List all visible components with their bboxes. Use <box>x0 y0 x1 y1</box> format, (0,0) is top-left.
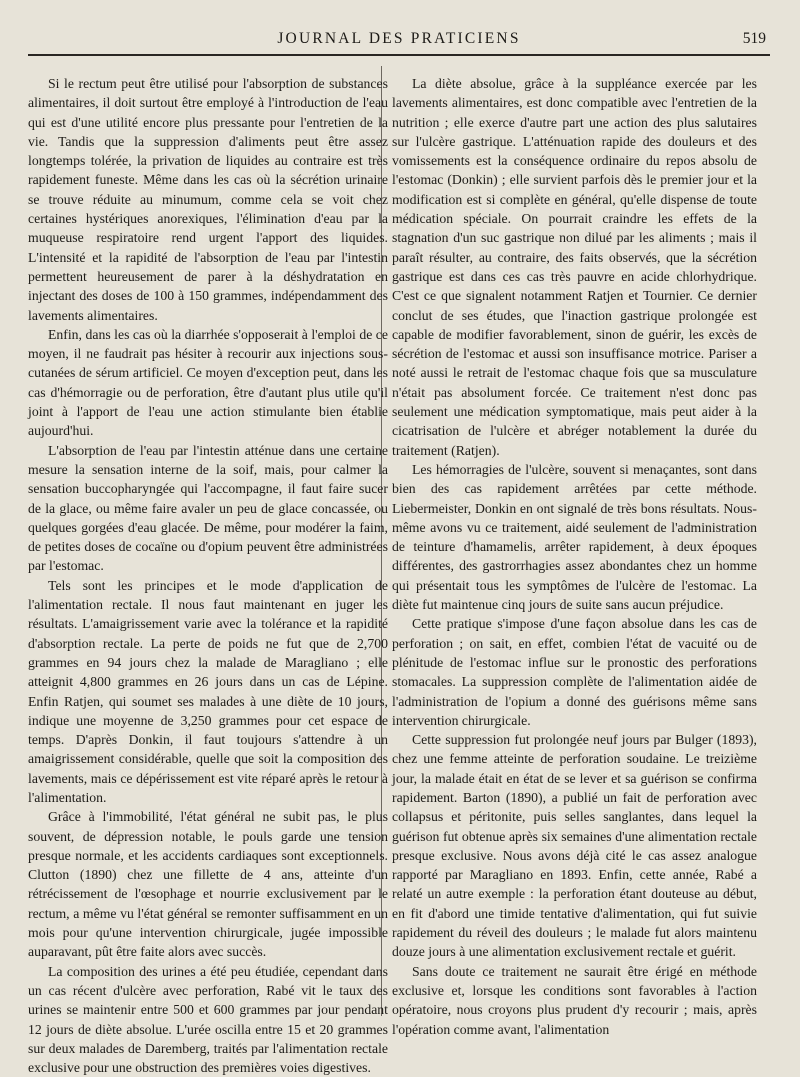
paragraph: Sans doute ce traitement ne saurait être érigé en méthode exclusive et, lorsque les conditions sont favorables à l'action opératoire, nous croyons plus prudent d'y recourir ; mais, après l'opération comme avant, l'alimentation <box>392 963 757 1037</box>
paragraph: Si le rectum peut être utilisé pour l'absorption de substances alimentaires, il doit surtout être employé à l'introduction de l'eau qui est d'une utilité encore plus pressante pour l'entretien de la vie. Tandis que la suppression d'aliments peut être assez longtemps tolérée, la privation de liquides au contraire est très rapidement funeste. Même dans les cas où la sécrétion urinaire se trouve réduite au minumum, comme cela se voit chez certaines hystériques anorexiques, l'élimination d'eau par la muqueuse respiratoire rend urgent l'apport des liquides. L'intensité et la rapidité de l'absorption de l'eau par l'intestin permettent heureusement de parer à la déshydratation en injectant des doses de 100 à 150 grammes, indépendamment des lavements alimentaires. <box>28 76 388 323</box>
left-column <box>28 74 388 1077</box>
paragraph: La diète absolue, grâce à la suppléance exercée par les lavements alimentaires, est donc compatible avec l'entretien de la nutrition ; elle exerce d'autre part une action des plus salutaires sur l'ulcère gastrique. L'atténuation rapide des douleurs et des vomissements est la conséquence ordinaire du repos absolu de l'estomac (Donkin) ; elle survient parfois dès le premier jour et la modification est si complète en général, qu'elle dispense de toute médication spéciale. On pourrait craindre les effets de la stagnation d'un suc gastrique non dilué par les aliments ; mais il paraît résulter, au contraire, des faits observés, que la sécrétion gastrique est dans ces cas très pauvre en acide chlorhydrique. C'est ce que signalent notamment Ratjen et Tournier. Ce dernier conclut de ses études, que l'inaction gastrique prolongée est capable de modifier favorablement, sinon de guérir, les excès de sécrétion de l'estomac et aussi son insuffisance motrice. Pariser a noté aussi le retrait de l'estomac chaque fois que sa musculature n'était pas absolument forcée. Ce traitement n'est donc pas seulement une médication symptomatique, mais peut aider à la cicatrisation de l'ulcère et abréger notablement la durée du traitement (Ratjen). <box>392 76 757 458</box>
paragraph: Tels sont les principes et le mode d'application de l'alimentation rectale. Il nous faut maintenant en juger les résultats. L'amaigrissement varie avec la tolérance et la rapidité d'absorption rectale. La perte de poids ne fut que de 2,700 grammes en 94 jours chez la malade de Maragliano ; elle atteignit 4,800 grammes en 26 jours dans un cas de Lépine. Enfin Ratjen, qui soumet ses malades à une diète de 10 jours, indique une moyenne de 3,250 grammes pour cet espace de temps. D'après Donkin, il faut toujours s'attendre à un amaigrissement considérable, quelle que soit la composition des lavements, mais ce dépérissement est vite réparé après le retour à l'alimentation. <box>28 577 388 805</box>
paragraph: Les hémorragies de l'ulcère, souvent si menaçantes, sont dans bien des cas rapidement arrêtées par cette méthode. Liebermeister, Donkin en ont signalé de très bons résultats. Nous-même avons vu ce traitement, aidé seulement de l'administration de teinture d'hamamelis, arrêter rapidement, à deux époques différentes, des gastrorrhagies assez abondantes chez un homme qui présentait tous les symptômes de l'ulcère de l'estomac. La diète fut maintenue cinq jours de suite sans aucun préjudice. <box>392 461 757 613</box>
paragraph: Cette suppression fut prolongée neuf jours par Bulger (1893), chez une femme atteinte de perforation soudaine. Le treizième jour, la malade était en état de se lever et sa guérison se confirma rapidement. Barton (1890), a publié un fait de perforation avec collapsus et péritonite, puis selles sanglantes, dans lequel la guérison fut obtenue après six semaines d'une alimentation rectale presque exclusive. Nous avons déjà cité le cas assez analogue rapporté par Maragliano en 1893. Enfin, cette année, Rabé a relaté un autre exemple : la perforation étant douteuse au début, en fit d'abord une timide tentative d'alimentation, qui fut suivie rapidement du réveil des douleurs ; le malade fut alors maintenu douze jours à une alimentation exclusivement rectale et guérit. <box>392 732 757 960</box>
paragraph: La composition des urines a été peu étudiée, cependant dans un cas récent d'ulcère avec perforation, Rabé vit le taux des urines se maintenir entre 500 et 600 grammes par jour pendant 12 jours de diète absolue. L'urée oscilla entre 15 et 20 grammes sur deux malades de Daremberg, traités par l'alimentation rectale exclusive pour une obstruction des premières voies digestives. <box>28 963 388 1076</box>
journal-title: JOURNAL DES PRATICIENS <box>277 30 521 47</box>
running-header <box>28 24 770 56</box>
paragraph: L'absorption de l'eau par l'intestin atténue dans une certaine mesure la sensation interne de la soif, mais, pour calmer la sensation buccopharyngée qui l'accompagne, il faut faire sucer de la glace, ou même faire avaler un peu de glace concassée, ou quelques gorgées d'eau glacée. De même, pour modérer la faim, de petites doses de cocaïne ou d'opium peuvent être administrées par l'estomac. <box>28 442 388 574</box>
right-column <box>392 74 757 1039</box>
paragraph: Cette pratique s'impose d'une façon absolue dans les cas de perforation ; on sait, en effet, combien l'état de vacuité ou de plénitude de l'estomac influe sur le pronostic des perforations stomacales. La suppression complète de l'alimentation aidée de l'administration de l'opium a donné des guérisons même sans intervention chirurgicale. <box>392 616 757 728</box>
paragraph: Grâce à l'immobilité, l'état général ne subit pas, le plus souvent, de dépression notable, le pouls garde une tension presque normale, et les accidents cardiaques sont exceptionnels. Clutton (1890) chez une fillette de 4 ans, atteinte d'un rétrécissement de l'œsophage et nourrie exclusivement par le rectum, a même vu l'état général se remonter suffisamment en un mois pour qu'une intervention chirurgicale, jugée impossible auparavant, pût être faite alors avec succès. <box>28 809 388 960</box>
page-number: 519 <box>742 30 766 47</box>
paragraph: Enfin, dans les cas où la diarrhée s'opposerait à l'emploi de ce moyen, il ne faudrait pas hésiter à recourir aux injections sous-cutanées de sérum artificiel. Ce moyen d'exception peut, dans les cas d'hémorragie ou de perforation, être d'autant plus utile qu'il joint à l'apport de l'eau une action stimulante bien établie aujourd'hui. <box>28 326 388 439</box>
